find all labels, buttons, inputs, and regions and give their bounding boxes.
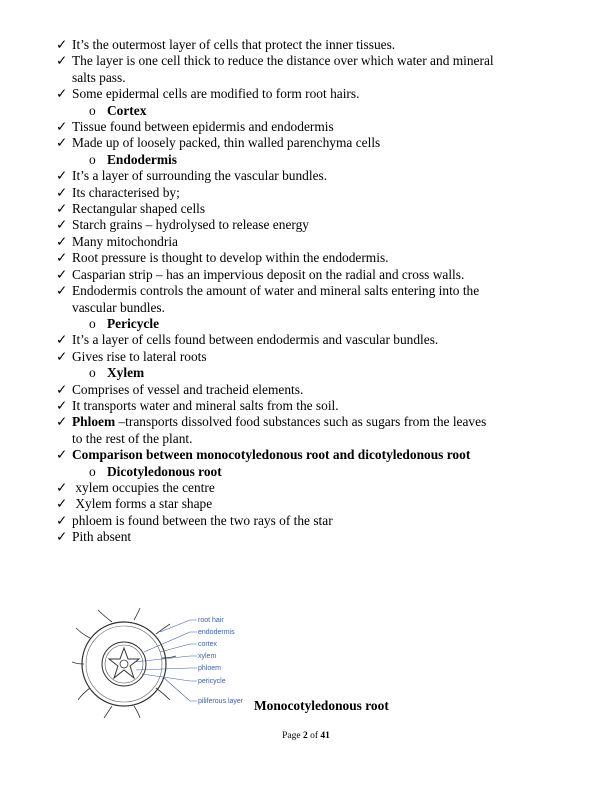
checkmark-icon: ✓ xyxy=(56,233,68,249)
check-item xyxy=(56,234,586,250)
label-root-hair: root hair xyxy=(198,617,224,624)
bullet-icon: o xyxy=(89,463,96,479)
item-text: Gives rise to lateral roots xyxy=(72,348,207,364)
check-item xyxy=(56,37,586,53)
figure-caption: Monocotyledonous root xyxy=(254,698,389,713)
checkmark-icon: ✓ xyxy=(56,496,68,512)
label-cortex: cortex xyxy=(198,641,218,648)
item-text: Casparian strip – has an impervious deposit on the radial and cross walls. xyxy=(72,266,465,282)
item-text: Comparison between monocotyledonous root and dicotyledonous root xyxy=(72,447,471,463)
check-item xyxy=(56,382,586,398)
bullet-icon: o xyxy=(89,365,96,381)
item-text: –transports dissolved food substances such as sugars from the leaves xyxy=(115,414,487,430)
subheading xyxy=(56,316,586,332)
checkmark-icon: ✓ xyxy=(56,86,68,102)
label-phloem: phloem xyxy=(198,665,221,672)
checkmark-icon: ✓ xyxy=(56,397,68,413)
checkmark-icon: ✓ xyxy=(56,283,68,299)
checkmark-icon: ✓ xyxy=(56,348,68,364)
xylem-star xyxy=(109,648,139,678)
item-text: Xylem forms a star shape xyxy=(72,496,213,512)
subheading-text: Pericycle xyxy=(107,315,160,331)
check-item xyxy=(56,447,586,463)
checkmark-icon: ✓ xyxy=(56,266,68,282)
item-text: Tissue found between epidermis and endodermis xyxy=(72,119,334,135)
item-text: Some epidermal cells are modified to form root hairs. xyxy=(72,86,360,102)
checkmark-icon: ✓ xyxy=(56,447,68,463)
epidermis-ring xyxy=(82,622,166,706)
footer-middle: of xyxy=(307,731,321,741)
item-text: The layer is one cell thick to reduce the distance over which water and mineral xyxy=(72,53,494,69)
checkmark-icon: ✓ xyxy=(56,414,68,430)
root-hairs xyxy=(72,608,176,718)
checkmark-icon: ✓ xyxy=(56,512,68,528)
footer-prefix: Page xyxy=(282,731,303,741)
continuation-line: to the rest of the plant. xyxy=(72,430,193,446)
check-item xyxy=(56,250,586,266)
check-item xyxy=(56,86,586,102)
checkmark-icon: ✓ xyxy=(56,135,68,151)
check-item xyxy=(56,267,586,283)
checkmark-icon: ✓ xyxy=(56,217,68,233)
label-piliferous-layer: piliferous layer xyxy=(198,698,244,705)
checkmark-icon: ✓ xyxy=(56,168,68,184)
item-text: xylem occupies the centre xyxy=(72,479,215,495)
item-text: Made up of loosely packed, thin walled parenchyma cells xyxy=(72,135,381,151)
item-text: phloem is found between the two rays of the star xyxy=(72,512,333,528)
checkmark-icon: ✓ xyxy=(56,381,68,397)
item-text: It’s a layer of surrounding the vascular bundles. xyxy=(72,168,328,184)
bullet-icon: o xyxy=(89,151,96,167)
item-text: Starch grains – hydrolysed to release energy xyxy=(72,217,309,233)
item-text: Many mitochondria xyxy=(72,233,178,249)
checkmark-icon: ✓ xyxy=(56,332,68,348)
item-text: Pith absent xyxy=(72,529,132,545)
check-item xyxy=(56,283,586,299)
checkmark-icon: ✓ xyxy=(56,184,68,200)
check-item xyxy=(56,529,586,545)
item-text: Comprises of vessel and tracheid elements. xyxy=(72,381,304,397)
label-xylem: xylem xyxy=(198,653,217,660)
subheading xyxy=(56,152,586,168)
subheading-text: Cortex xyxy=(107,102,147,118)
label-endodermis: endodermis xyxy=(198,629,235,636)
checkmark-icon: ✓ xyxy=(56,250,68,266)
check-item xyxy=(56,414,586,430)
check-item xyxy=(56,349,586,365)
check-item xyxy=(56,513,586,529)
continuation-line: salts pass. xyxy=(72,69,126,85)
item-text: It’s a layer of cells found between endodermis and vascular bundles. xyxy=(72,332,439,348)
check-item xyxy=(56,53,586,69)
item-text: It’s the outermost layer of cells that protect the inner tissues. xyxy=(72,37,396,52)
bullet-icon: o xyxy=(89,102,96,118)
check-item xyxy=(56,480,586,496)
item-text: It transports water and mineral salts from the soil. xyxy=(72,397,339,413)
subheading-text: Xylem xyxy=(107,365,145,381)
checkmark-icon: ✓ xyxy=(56,201,68,217)
page-footer xyxy=(0,731,612,741)
check-item xyxy=(56,496,586,512)
check-item xyxy=(56,185,586,201)
subheading xyxy=(56,464,586,480)
item-text: Endodermis controls the amount of water and mineral salts entering into the xyxy=(72,283,480,299)
bullet-icon: o xyxy=(89,315,96,331)
item-text: Root pressure is thought to develop within the endodermis. xyxy=(72,250,389,266)
check-item xyxy=(56,135,586,151)
check-item xyxy=(56,201,586,217)
subheading xyxy=(56,365,586,381)
check-item xyxy=(56,217,586,233)
continuation-line: vascular bundles. xyxy=(72,299,165,315)
pericycle-ring xyxy=(105,645,143,683)
label-pericycle: pericycle xyxy=(198,678,226,685)
subheading xyxy=(56,103,586,119)
check-item xyxy=(56,332,586,348)
item-text: Rectangular shaped cells xyxy=(72,201,206,217)
item-text: Its characterised by; xyxy=(72,184,180,200)
checkmark-icon: ✓ xyxy=(56,119,68,135)
document-body xyxy=(56,37,586,546)
checkmark-icon: ✓ xyxy=(56,53,68,69)
check-item xyxy=(56,168,586,184)
footer-total-pages: 41 xyxy=(320,731,330,741)
checkmark-icon: ✓ xyxy=(56,37,68,52)
checkmark-icon: ✓ xyxy=(56,529,68,545)
subheading-text: Dicotyledonous root xyxy=(107,463,222,479)
check-item xyxy=(56,119,586,135)
check-item xyxy=(56,398,586,414)
checkmark-icon: ✓ xyxy=(56,479,68,495)
footer-current-page: 2 xyxy=(302,731,308,741)
subheading-text: Endodermis xyxy=(107,151,177,167)
bold-term: Phloem xyxy=(72,414,116,430)
